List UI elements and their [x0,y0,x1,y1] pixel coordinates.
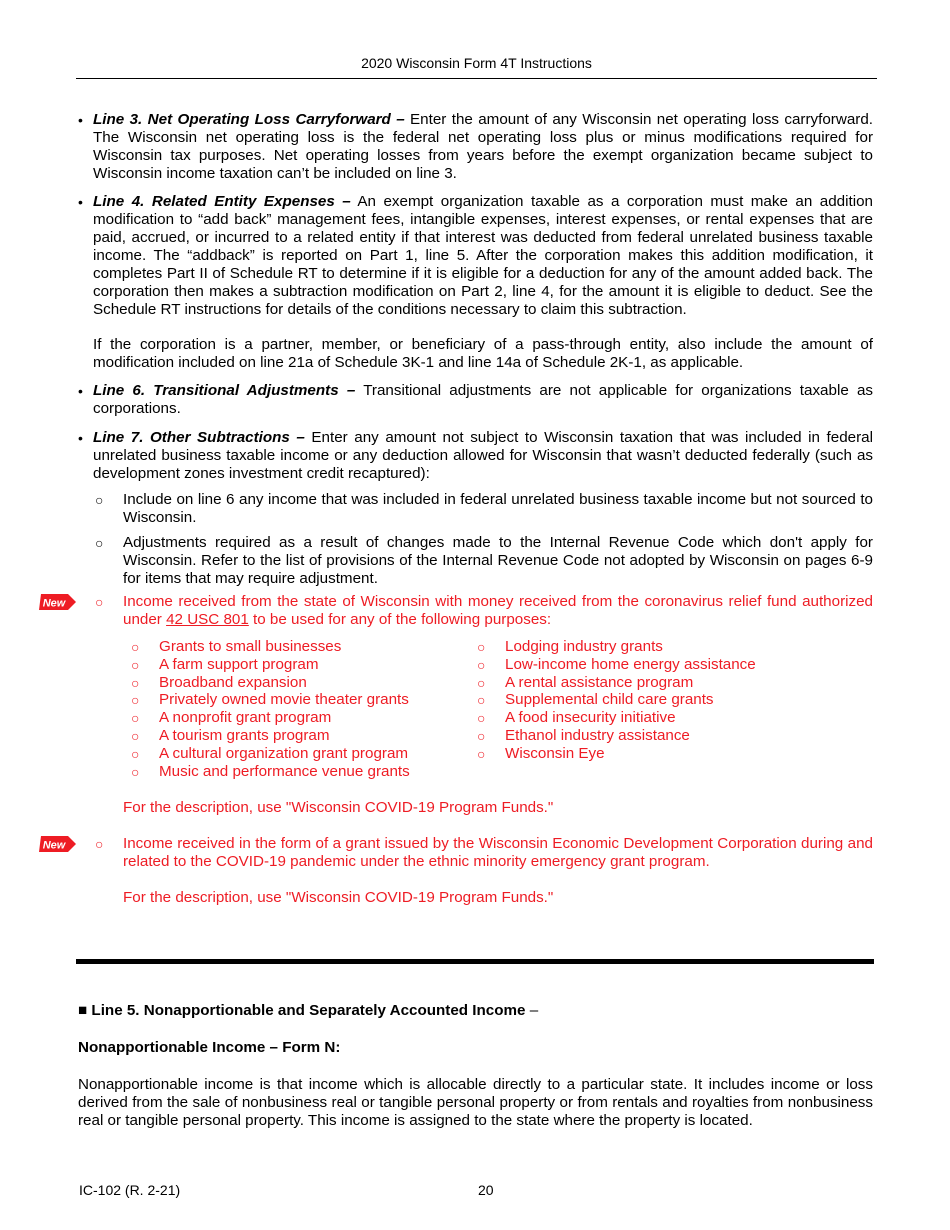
purpose-label: Broadband expansion [159,673,307,691]
purpose-label: A food insecurity initiative [505,709,676,727]
bullet-marker: • [78,430,83,446]
purpose-label: A nonprofit grant program [159,709,332,727]
line7-label: Line 7. Other Subtractions – [93,429,305,446]
purpose-label: Privately owned movie theater grants [159,691,409,709]
purpose-label: A cultural organization grant program [159,744,409,762]
circle-bullet-icon: ○ [477,710,486,727]
circle-bullet-icon: ○ [131,710,140,727]
purpose-list-item [131,674,461,692]
line4-label: Line 4. Related Entity Expenses – [93,193,351,210]
purpose-list-item [477,691,807,709]
purpose-list-item [131,709,461,727]
purpose-label: Ethanol industry assistance [505,726,690,744]
coronavirus-relief-text-end: to be used for any of the following purposes: [248,611,552,628]
circle-bullet-icon: ○ [95,492,104,508]
purpose-list-item [477,727,807,745]
line7-paragraph [93,429,873,483]
purposes-list-right [477,638,807,763]
purpose-label: A rental assistance program [505,673,694,691]
bullet-marker: • [78,194,83,210]
circle-bullet-icon: ○ [477,656,486,673]
circle-bullet-icon: ○ [477,745,486,762]
purpose-list-item [131,727,461,745]
line3-paragraph [93,111,873,183]
new-badge-label: New [42,839,66,852]
purpose-list-item [131,691,461,709]
page-header: 2020 Wisconsin Form 4T Instructions [361,55,592,71]
line5-heading [78,1002,873,1020]
line6-paragraph [93,382,873,418]
circle-bullet-icon: ○ [131,727,140,744]
usc-801-link[interactable]: 42 USC 801 [166,611,249,628]
purpose-list-item [131,638,461,656]
circle-bullet-icon: ○ [131,656,140,673]
circle-bullet-icon: ○ [131,639,140,655]
circle-bullet-icon: ○ [95,594,104,610]
circle-bullet-icon: ○ [95,836,104,852]
circle-bullet-icon: ○ [95,535,104,551]
line3-text: Enter the amount of any Wisconsin net operating loss carryforward. The Wisconsin net operating loss is the federal net operating loss plus or minus modifications required for Wisconsin tax purposes. Net operating losses from years before the exempt organization became subject to Wisconsin income taxation can’t be included on line 3. [93,111,874,182]
purpose-label: Wisconsin Eye [505,744,605,762]
line6-text: Transitional adjustments are not applicable for organizations taxable as corporations. [93,382,873,417]
line6-label: Line 6. Transitional Adjustments – [93,382,356,399]
purpose-label: Grants to small businesses [159,638,342,655]
circle-bullet-icon: ○ [477,674,486,691]
covid-description-note: For the description, use "Wisconsin COVID-19 Program Funds." [123,799,554,816]
line5-heading-text: Line 5. Nonapportionable and Separately Accounted Income [91,1002,526,1019]
circle-bullet-icon: ○ [131,763,140,780]
circle-bullet-icon: ○ [477,692,486,709]
circle-bullet-icon: ○ [131,745,140,762]
circle-bullet-icon: ○ [131,692,140,709]
bullet-marker: • [78,383,83,399]
line7-text: Enter any amount not subject to Wisconsin taxation that was included in federal unrelated business taxable income or any deduction allowed for Wisconsin that wasn’t deducted federally (such as development zones investment credit recaptured): [93,429,873,482]
circle-bullet-icon: ○ [477,639,486,655]
new-badge-icon [39,593,77,611]
new-badge-icon [39,835,77,853]
square-bullet-icon: ■ [78,1002,88,1019]
bullet-marker: • [78,112,83,128]
nonapportionable-paragraph: Nonapportionable income is that income which is allocable directly to a particular state. It includes income or loss derived from the sale of nonbusiness real or tangible personal property or from rentals and royalties from nonbusiness real or tangible personal property. This income is assigned to the state where the property is located. [78,1076,873,1129]
purpose-list-item [131,656,461,674]
line3-label: Line 3. Net Operating Loss Carryforward – [93,111,405,128]
purpose-label: Lodging industry grants [505,638,663,655]
purpose-list-item [477,709,807,727]
subitem-coronavirus-relief [123,593,873,629]
coronavirus-relief-text: Income received from the state of Wisconsin with money received from the coronavirus relief fund authorized under [123,593,873,628]
subitem-wedc-grant: Income received in the form of a grant issued by the Wisconsin Economic Development Corporation during and related to the COVID-19 pandemic under the ethnic minority emergency grant program. [123,835,873,870]
purpose-label: A farm support program [159,655,319,673]
circle-bullet-icon: ○ [131,674,140,691]
new-badge-label: New [42,597,66,610]
covid-description-note-2: For the description, use "Wisconsin COVID-19 Program Funds." [123,889,554,906]
purpose-label: Music and performance venue grants [159,762,410,780]
purpose-label: Supplemental child care grants [505,691,714,709]
form-id: IC-102 (R. 2-21) [79,1182,181,1198]
purpose-list-item [477,674,807,692]
subitem-irc-adjustments: Adjustments required as a result of changes made to the Internal Revenue Code which don't apply for Wisconsin. Refer to the list of provisions of the Internal Revenue Code not adopted by Wisconsin on pages 6-9 for items that may require adjustment. [123,534,873,587]
purposes-list-left [131,638,461,780]
subitem-not-sourced: Include on line 6 any income that was included in federal unrelated business taxable income but not sourced to Wisconsin. [123,491,873,526]
purpose-label: Low-income home energy assistance [505,655,756,673]
purpose-list-item [477,638,807,656]
line4-paragraph-2: If the corporation is a partner, member, or beneficiary of a pass-through entity, also include the amount of modification included on line 21a of Schedule 3K-1 and line 14a of Schedule 2K-1, as applicable. [93,336,873,371]
line4-paragraph [93,193,873,319]
form-n-subheading: Nonapportionable Income – Form N: [78,1039,341,1056]
purpose-list-item [477,745,807,763]
purpose-label: A tourism grants program [159,726,330,744]
line4-text: An exempt organization taxable as a corporation must make an addition modification to “add back” management fees, intangible expenses, interest expenses, or rental expenses that are paid, accrued, or incurred to a related entity if that interest was deducted from federal unrelated business taxable income. The “addback” is reported on Part 1, line 5. After the corporation makes this addition modification, it completes Part II of Schedule RT to determine if it is eligible for a deduction for any of the amount added back. The corporation then makes a subtraction modification on Part 2, line 4, for the amount it is eligible to deduct. See the Schedule RT instructions for details of the conditions necessary to claim this subtraction. [93,193,873,318]
purpose-list-item [131,745,461,763]
line5-heading-dash: – [525,1002,539,1019]
purpose-list-item [131,763,461,781]
purpose-list-item [477,656,807,674]
circle-bullet-icon: ○ [477,727,486,744]
section-divider [76,959,874,964]
header-divider [76,78,877,79]
page-number: 20 [478,1182,494,1198]
